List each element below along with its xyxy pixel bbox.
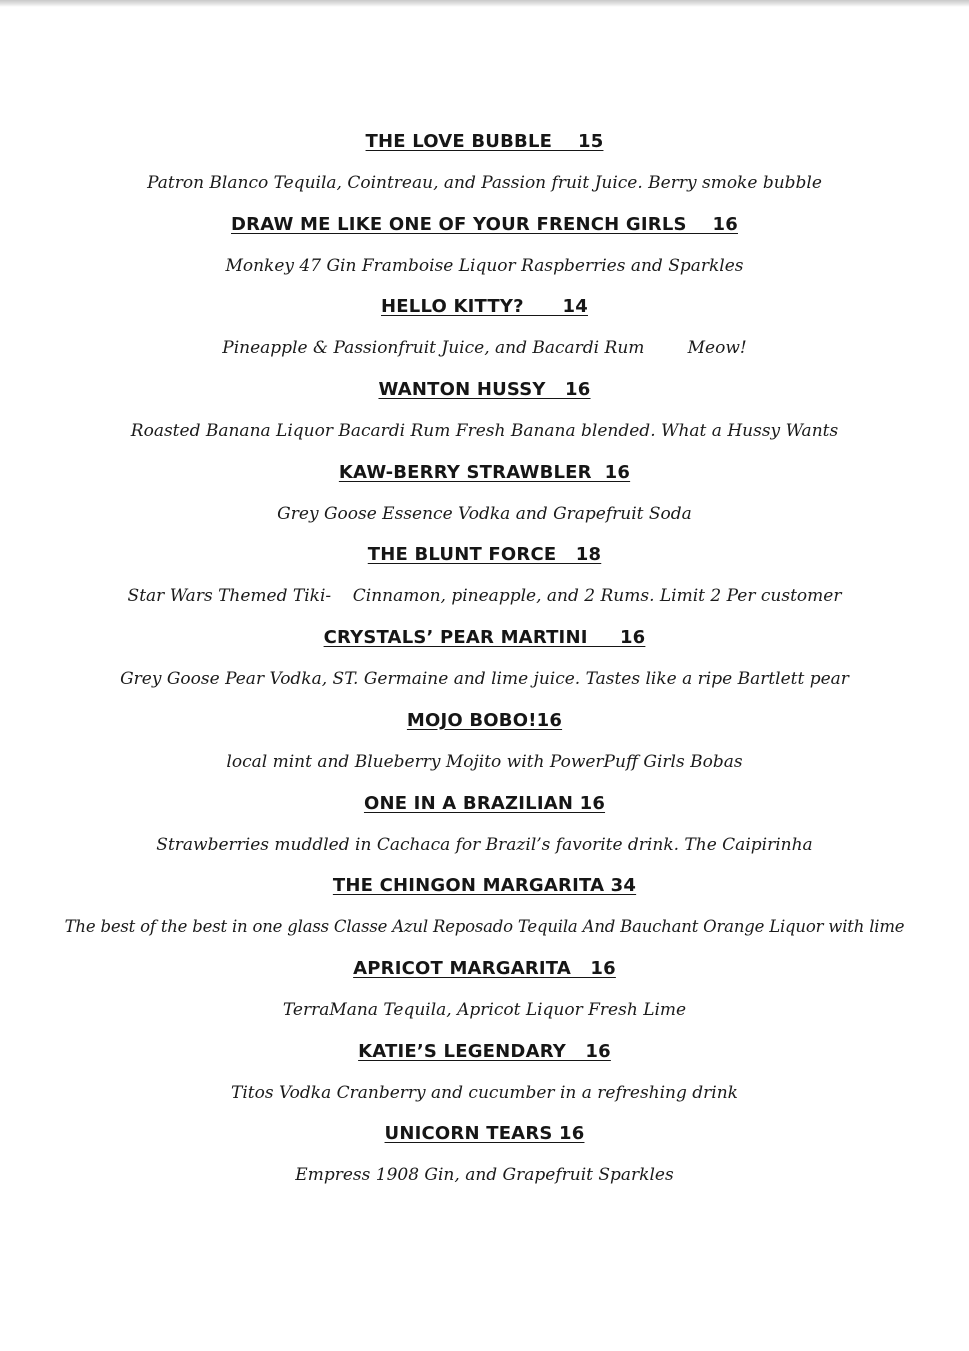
drink-name: WANTON HUSSY 16 [378, 379, 591, 401]
drink-description: Grey Goose Essence Vodka and Grapefruit Soda [277, 503, 692, 524]
menu-item [0, 207, 969, 290]
drink-description: Empress 1908 Gin, and Grapefruit Sparkles [295, 1165, 674, 1186]
drink-description: Titos Vodka Cranberry and cucumber in a refreshing drink [230, 1082, 738, 1103]
drink-description: TerraMana Tequila, Apricot Liquor Fresh Lime [282, 999, 687, 1020]
menu-item [0, 620, 969, 703]
menu-item [0, 1116, 969, 1199]
menu-item [0, 289, 969, 372]
drink-name: THE BLUNT FORCE 18 [367, 544, 602, 566]
drink-description: Patron Blanco Tequila, Cointreau, and Passion fruit Juice. Berry smoke bubble [147, 173, 822, 193]
drink-name: THE LOVE BUBBLE 15 [365, 131, 604, 152]
menu-item [0, 703, 969, 786]
drink-description: Strawberries muddled in Cachaca for Brazil’s favorite drink. The Caipirinha [156, 834, 813, 855]
drink-name: THE CHINGON MARGARITA 34 [332, 875, 637, 897]
drink-description: Roasted Banana Liquor Bacardi Rum Fresh Banana blended. What a Hussy Wants [130, 421, 839, 442]
drink-description: The best of the best in one glass Classe Azul Reposado Tequila And Bauchant Orange Liquor with lime [64, 917, 905, 937]
drink-description: Pineapple & Passionfruit Juice, and Bacardi Rum Meow! [222, 338, 747, 359]
menu-item [0, 786, 969, 869]
drink-name: UNICORN TEARS 16 [384, 1123, 585, 1145]
drink-name: HELLO KITTY? 14 [381, 296, 588, 318]
menu-item [0, 868, 969, 951]
drink-description: local mint and Blueberry Mojito with PowerPuff Girls Bobas [226, 751, 743, 772]
drink-name: KATIE’S LEGENDARY 16 [358, 1040, 611, 1062]
drink-name: KAW-BERRY STRAWBLER 16 [338, 461, 631, 483]
drink-name: CRYSTALS’ PEAR MARTINI 16 [323, 627, 646, 649]
drink-name: MOJO BOBO!16 [406, 709, 563, 731]
menu-item [0, 455, 969, 538]
menu-item [0, 1034, 969, 1117]
cocktail-menu [0, 124, 969, 1199]
menu-item [0, 372, 969, 455]
drink-name: DRAW ME LIKE ONE OF YOUR FRENCH GIRLS 16 [231, 213, 738, 235]
menu-item [0, 537, 969, 620]
page-top-edge [0, 0, 969, 7]
drink-description: Star Wars Themed Tiki- Cinnamon, pineapple, and 2 Rums. Limit 2 Per customer [127, 586, 842, 607]
menu-item [0, 951, 969, 1034]
drink-description: Grey Goose Pear Vodka, ST. Germaine and lime juice. Tastes like a ripe Bartlett pear [120, 669, 849, 690]
menu-item [0, 124, 969, 207]
drink-name: APRICOT MARGARITA 16 [353, 957, 616, 979]
drink-name: ONE IN A BRAZILIAN 16 [363, 792, 606, 814]
drink-description: Monkey 47 Gin Framboise Liquor Raspberries and Sparkles [225, 255, 744, 276]
